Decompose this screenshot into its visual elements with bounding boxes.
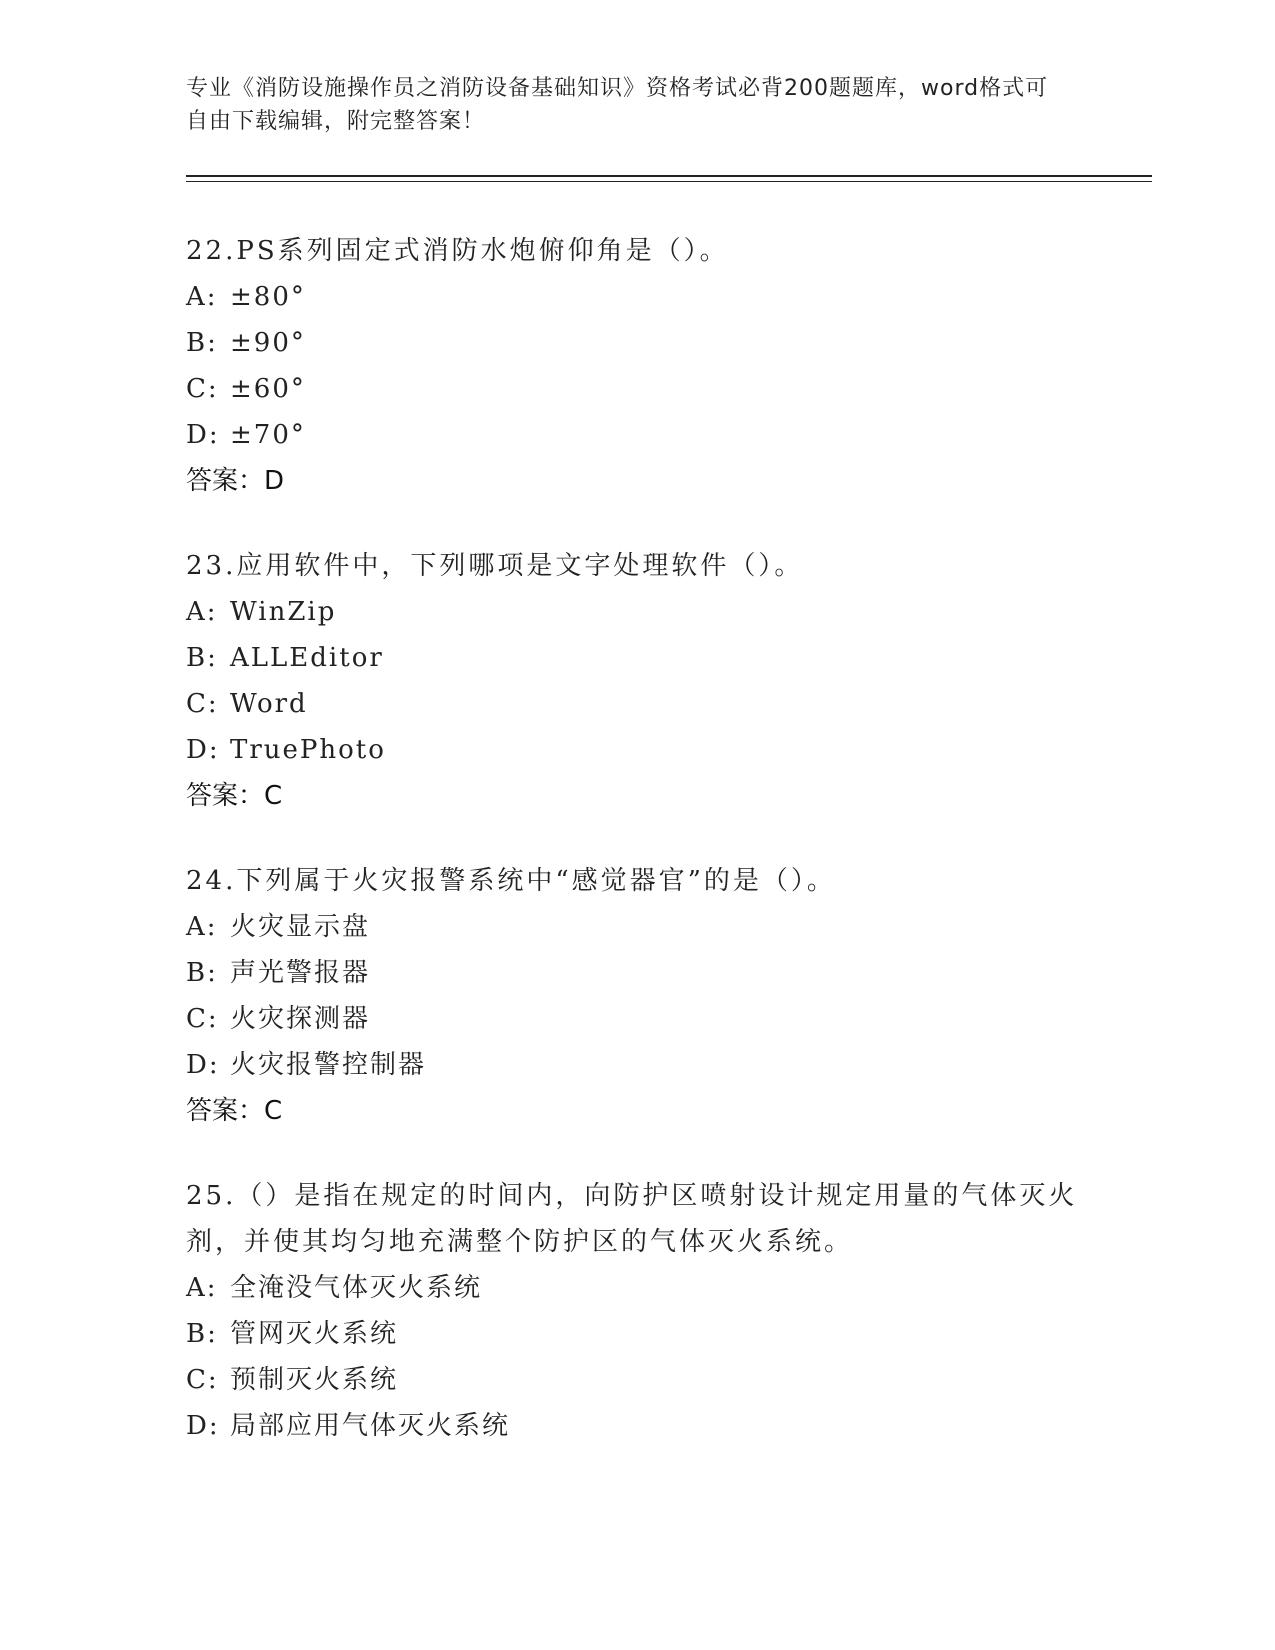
option-d bbox=[186, 1042, 1086, 1088]
answer: 答案：C bbox=[186, 1096, 283, 1126]
header-divider-thin bbox=[186, 181, 1152, 182]
option-letter: A: bbox=[186, 597, 218, 627]
option-letter: A: bbox=[186, 282, 218, 312]
option-letter: A: bbox=[186, 912, 218, 942]
option-a bbox=[186, 1265, 1086, 1311]
option-text: ±90° bbox=[230, 328, 306, 358]
option-b bbox=[186, 950, 1086, 996]
option-letter: C: bbox=[186, 689, 219, 719]
header-divider-thick bbox=[186, 175, 1152, 177]
option-text: Word bbox=[230, 689, 308, 719]
option-a bbox=[186, 274, 1086, 320]
answer: 答案：C bbox=[186, 781, 283, 811]
option-letter: B: bbox=[186, 1319, 218, 1349]
option-letter: C: bbox=[186, 1004, 219, 1034]
option-b bbox=[186, 1311, 1086, 1357]
option-letter: B: bbox=[186, 958, 218, 988]
option-letter: C: bbox=[186, 1365, 219, 1395]
question-25 bbox=[186, 1173, 1086, 1449]
document-header: 专业《消防设施操作员之消防设备基础知识》资格考试必背200题题库，word格式可自由下载编辑，附完整答案！ bbox=[186, 76, 1049, 134]
option-c bbox=[186, 1357, 1086, 1403]
option-letter: B: bbox=[186, 643, 218, 673]
option-text: ALLEditor bbox=[230, 643, 384, 673]
option-a bbox=[186, 904, 1086, 950]
option-letter: A: bbox=[186, 1273, 218, 1303]
option-text: ±80° bbox=[230, 282, 306, 312]
option-text: 火灾探测器 bbox=[230, 1004, 371, 1034]
option-letter: D: bbox=[186, 420, 220, 450]
option-b bbox=[186, 635, 1086, 681]
answer: 答案：D bbox=[186, 466, 285, 496]
option-letter: D: bbox=[186, 735, 220, 765]
option-text: 火灾显示盘 bbox=[230, 912, 371, 942]
question-22 bbox=[186, 228, 1086, 504]
option-d bbox=[186, 727, 1086, 773]
option-d bbox=[186, 1403, 1086, 1449]
question-stem: 25.（）是指在规定的时间内，向防护区喷射设计规定用量的气体灭火剂，并使其均匀地充满整个防护区的气体灭火系统。 bbox=[186, 1181, 1078, 1257]
option-letter: C: bbox=[186, 374, 219, 404]
option-text: TruePhoto bbox=[230, 735, 386, 765]
option-d bbox=[186, 412, 1086, 458]
question-stem: 23.应用软件中，下列哪项是文字处理软件（）。 bbox=[186, 551, 804, 581]
option-text: 全淹没气体灭火系统 bbox=[230, 1273, 483, 1303]
option-text: WinZip bbox=[230, 597, 337, 627]
option-letter: B: bbox=[186, 328, 218, 358]
option-text: ±60° bbox=[230, 374, 306, 404]
option-letter: D: bbox=[186, 1411, 220, 1441]
option-c bbox=[186, 681, 1086, 727]
option-text: 声光警报器 bbox=[230, 958, 371, 988]
question-24 bbox=[186, 858, 1086, 1134]
option-c bbox=[186, 366, 1086, 412]
option-text: 局部应用气体灭火系统 bbox=[230, 1411, 511, 1441]
option-text: 火灾报警控制器 bbox=[230, 1050, 427, 1080]
option-c bbox=[186, 996, 1086, 1042]
option-b bbox=[186, 320, 1086, 366]
option-letter: D: bbox=[186, 1050, 220, 1080]
option-text: ±70° bbox=[230, 420, 306, 450]
question-stem: 24.下列属于火灾报警系统中“感觉器官”的是（）。 bbox=[186, 866, 836, 896]
option-a bbox=[186, 589, 1086, 635]
question-stem: 22.PS系列固定式消防水炮俯仰角是（）。 bbox=[186, 236, 729, 266]
question-23 bbox=[186, 543, 1086, 819]
option-text: 管网灭火系统 bbox=[230, 1319, 399, 1349]
option-text: 预制灭火系统 bbox=[230, 1365, 399, 1395]
